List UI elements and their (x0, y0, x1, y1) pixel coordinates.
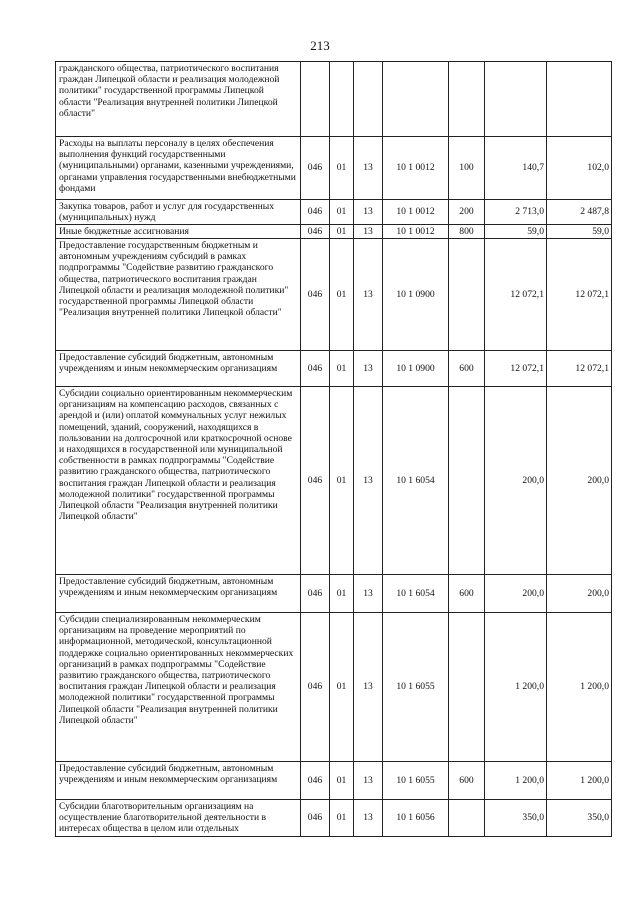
row-name: Предоставление субсидий бюджетным, автономным учреждениям и иным некоммерческим организациям (56, 351, 301, 387)
row-name: Иные бюджетные ассигнования (56, 225, 301, 239)
amount-plan: 200,0 (485, 575, 547, 613)
subsection-code: 13 (354, 613, 383, 762)
section-code: 01 (330, 762, 354, 800)
grbs-code: 046 (301, 575, 330, 613)
table-row (56, 62, 612, 137)
grbs-code: 046 (301, 137, 330, 200)
table-row (56, 200, 612, 225)
grbs-code: 046 (301, 613, 330, 762)
amount-plan: 12 072,1 (485, 239, 547, 351)
expense-type-code: 800 (449, 225, 485, 239)
target-article-code: 10 1 6054 (383, 387, 449, 575)
target-article-code: 10 1 6055 (383, 613, 449, 762)
section-code: 01 (330, 575, 354, 613)
expense-type-code (449, 800, 485, 837)
expense-type-code: 600 (449, 762, 485, 800)
subsection-code: 13 (354, 575, 383, 613)
amount-plan: 1 200,0 (485, 762, 547, 800)
row-name: Предоставление государственным бюджетным и автономным учреждениям субсидий в рамках подпрограммы "Содействие развитию гражданского общества, патриотического воспитания граждан Липецкой области и реализация молодежной политики" государственной программы Липецкой области "Реализация внутренней политики Липецкой области" (56, 239, 301, 351)
section-code: 01 (330, 239, 354, 351)
section-code: 01 (330, 137, 354, 200)
subsection-code: 13 (354, 200, 383, 225)
page-number: 213 (310, 38, 330, 53)
grbs-code: 046 (301, 225, 330, 239)
section-code: 01 (330, 387, 354, 575)
expense-type-code (449, 613, 485, 762)
grbs-code (301, 62, 330, 137)
target-article-code: 10 1 6054 (383, 575, 449, 613)
amount-executed: 350,0 (547, 800, 612, 837)
expense-type-code: 100 (449, 137, 485, 200)
subsection-code: 13 (354, 225, 383, 239)
amount-plan: 350,0 (485, 800, 547, 837)
amount-executed: 12 072,1 (547, 239, 612, 351)
subsection-code: 13 (354, 800, 383, 837)
subsection-code: 13 (354, 762, 383, 800)
expense-type-code: 200 (449, 200, 485, 225)
subsection-code (354, 62, 383, 137)
amount-plan: 59,0 (485, 225, 547, 239)
table-row (56, 239, 612, 351)
amount-executed: 200,0 (547, 575, 612, 613)
amount-plan (485, 62, 547, 137)
grbs-code: 046 (301, 387, 330, 575)
amount-executed: 2 487,8 (547, 200, 612, 225)
row-name: Субсидии социально ориентированным некоммерческим организациям на компенсацию расходов, связанных с арендой и (или) оплатой коммунальных услуг нежилых помещений, зданий, сооружений, находящихся в пользовании на долгосрочной или краткосрочной основе и находящихся в государственной или муниципальной собственности в рамках подпрограммы "Содействие развитию гражданского общества, патриотического воспитания граждан Липецкой области и реализация молодежной политики" государственной программы Липецкой области "Реализация внутренней политики Липецкой области" (56, 387, 301, 575)
table-row (56, 351, 612, 387)
amount-plan: 140,7 (485, 137, 547, 200)
expense-type-code: 600 (449, 575, 485, 613)
row-name: Предоставление субсидий бюджетным, автономным учреждениям и иным некоммерческим организациям (56, 575, 301, 613)
amount-plan: 200,0 (485, 387, 547, 575)
target-article-code: 10 1 0012 (383, 225, 449, 239)
amount-plan: 12 072,1 (485, 351, 547, 387)
grbs-code: 046 (301, 351, 330, 387)
row-name: Субсидии специализированным некоммерческим организациям на проведение мероприятий по информационной, методической, консультационной поддержке социально ориентированных некоммерческих организаций в рамках подпрограммы "Содействие развитию гражданского общества, патриотического воспитания граждан Липецкой области и реализация молодежной политики" государственной программы Липецкой области "Реализация внутренней политики Липецкой области" (56, 613, 301, 762)
target-article-code (383, 62, 449, 137)
table-row (56, 762, 612, 800)
amount-executed: 102,0 (547, 137, 612, 200)
section-code: 01 (330, 613, 354, 762)
amount-plan: 2 713,0 (485, 200, 547, 225)
row-name: Закупка товаров, работ и услуг для государственных (муниципальных) нужд (56, 200, 301, 225)
amount-executed (547, 62, 612, 137)
grbs-code: 046 (301, 200, 330, 225)
section-code: 01 (330, 225, 354, 239)
target-article-code: 10 1 6055 (383, 762, 449, 800)
amount-executed: 59,0 (547, 225, 612, 239)
expense-type-code: 600 (449, 351, 485, 387)
table-row (56, 387, 612, 575)
budget-table (55, 61, 612, 837)
target-article-code: 10 1 0012 (383, 137, 449, 200)
target-article-code: 10 1 0900 (383, 351, 449, 387)
row-name: Предоставление субсидий бюджетным, автономным учреждениям и иным некоммерческим организациям (56, 762, 301, 800)
section-code: 01 (330, 200, 354, 225)
target-article-code: 10 1 0012 (383, 200, 449, 225)
subsection-code: 13 (354, 137, 383, 200)
amount-executed: 12 072,1 (547, 351, 612, 387)
section-code (330, 62, 354, 137)
table-row (56, 613, 612, 762)
target-article-code: 10 1 0900 (383, 239, 449, 351)
subsection-code: 13 (354, 351, 383, 387)
expense-type-code (449, 62, 485, 137)
grbs-code: 046 (301, 800, 330, 837)
section-code: 01 (330, 351, 354, 387)
table-row (56, 225, 612, 239)
row-name: гражданского общества, патриотического воспитания граждан Липецкой области и реализация молодежной политики" государственной программы Липецкой области "Реализация внутренней политики Липецкой области" (56, 62, 301, 137)
grbs-code: 046 (301, 239, 330, 351)
expense-type-code (449, 239, 485, 351)
amount-executed: 200,0 (547, 387, 612, 575)
table-row (56, 800, 612, 837)
subsection-code: 13 (354, 387, 383, 575)
table-row (56, 575, 612, 613)
row-name: Субсидии благотворительным организациям на осуществление благотворительной деятельности в интересах общества в целом или отдельных (56, 800, 301, 837)
target-article-code: 10 1 6056 (383, 800, 449, 837)
expense-type-code (449, 387, 485, 575)
amount-executed: 1 200,0 (547, 613, 612, 762)
amount-plan: 1 200,0 (485, 613, 547, 762)
row-name: Расходы на выплаты персоналу в целях обеспечения выполнения функций государственными (муниципальными) органами, казенными учреждениями, органами управления государственными внебюджетными фондами (56, 137, 301, 200)
table-row (56, 137, 612, 200)
amount-executed: 1 200,0 (547, 762, 612, 800)
subsection-code: 13 (354, 239, 383, 351)
grbs-code: 046 (301, 762, 330, 800)
section-code: 01 (330, 800, 354, 837)
